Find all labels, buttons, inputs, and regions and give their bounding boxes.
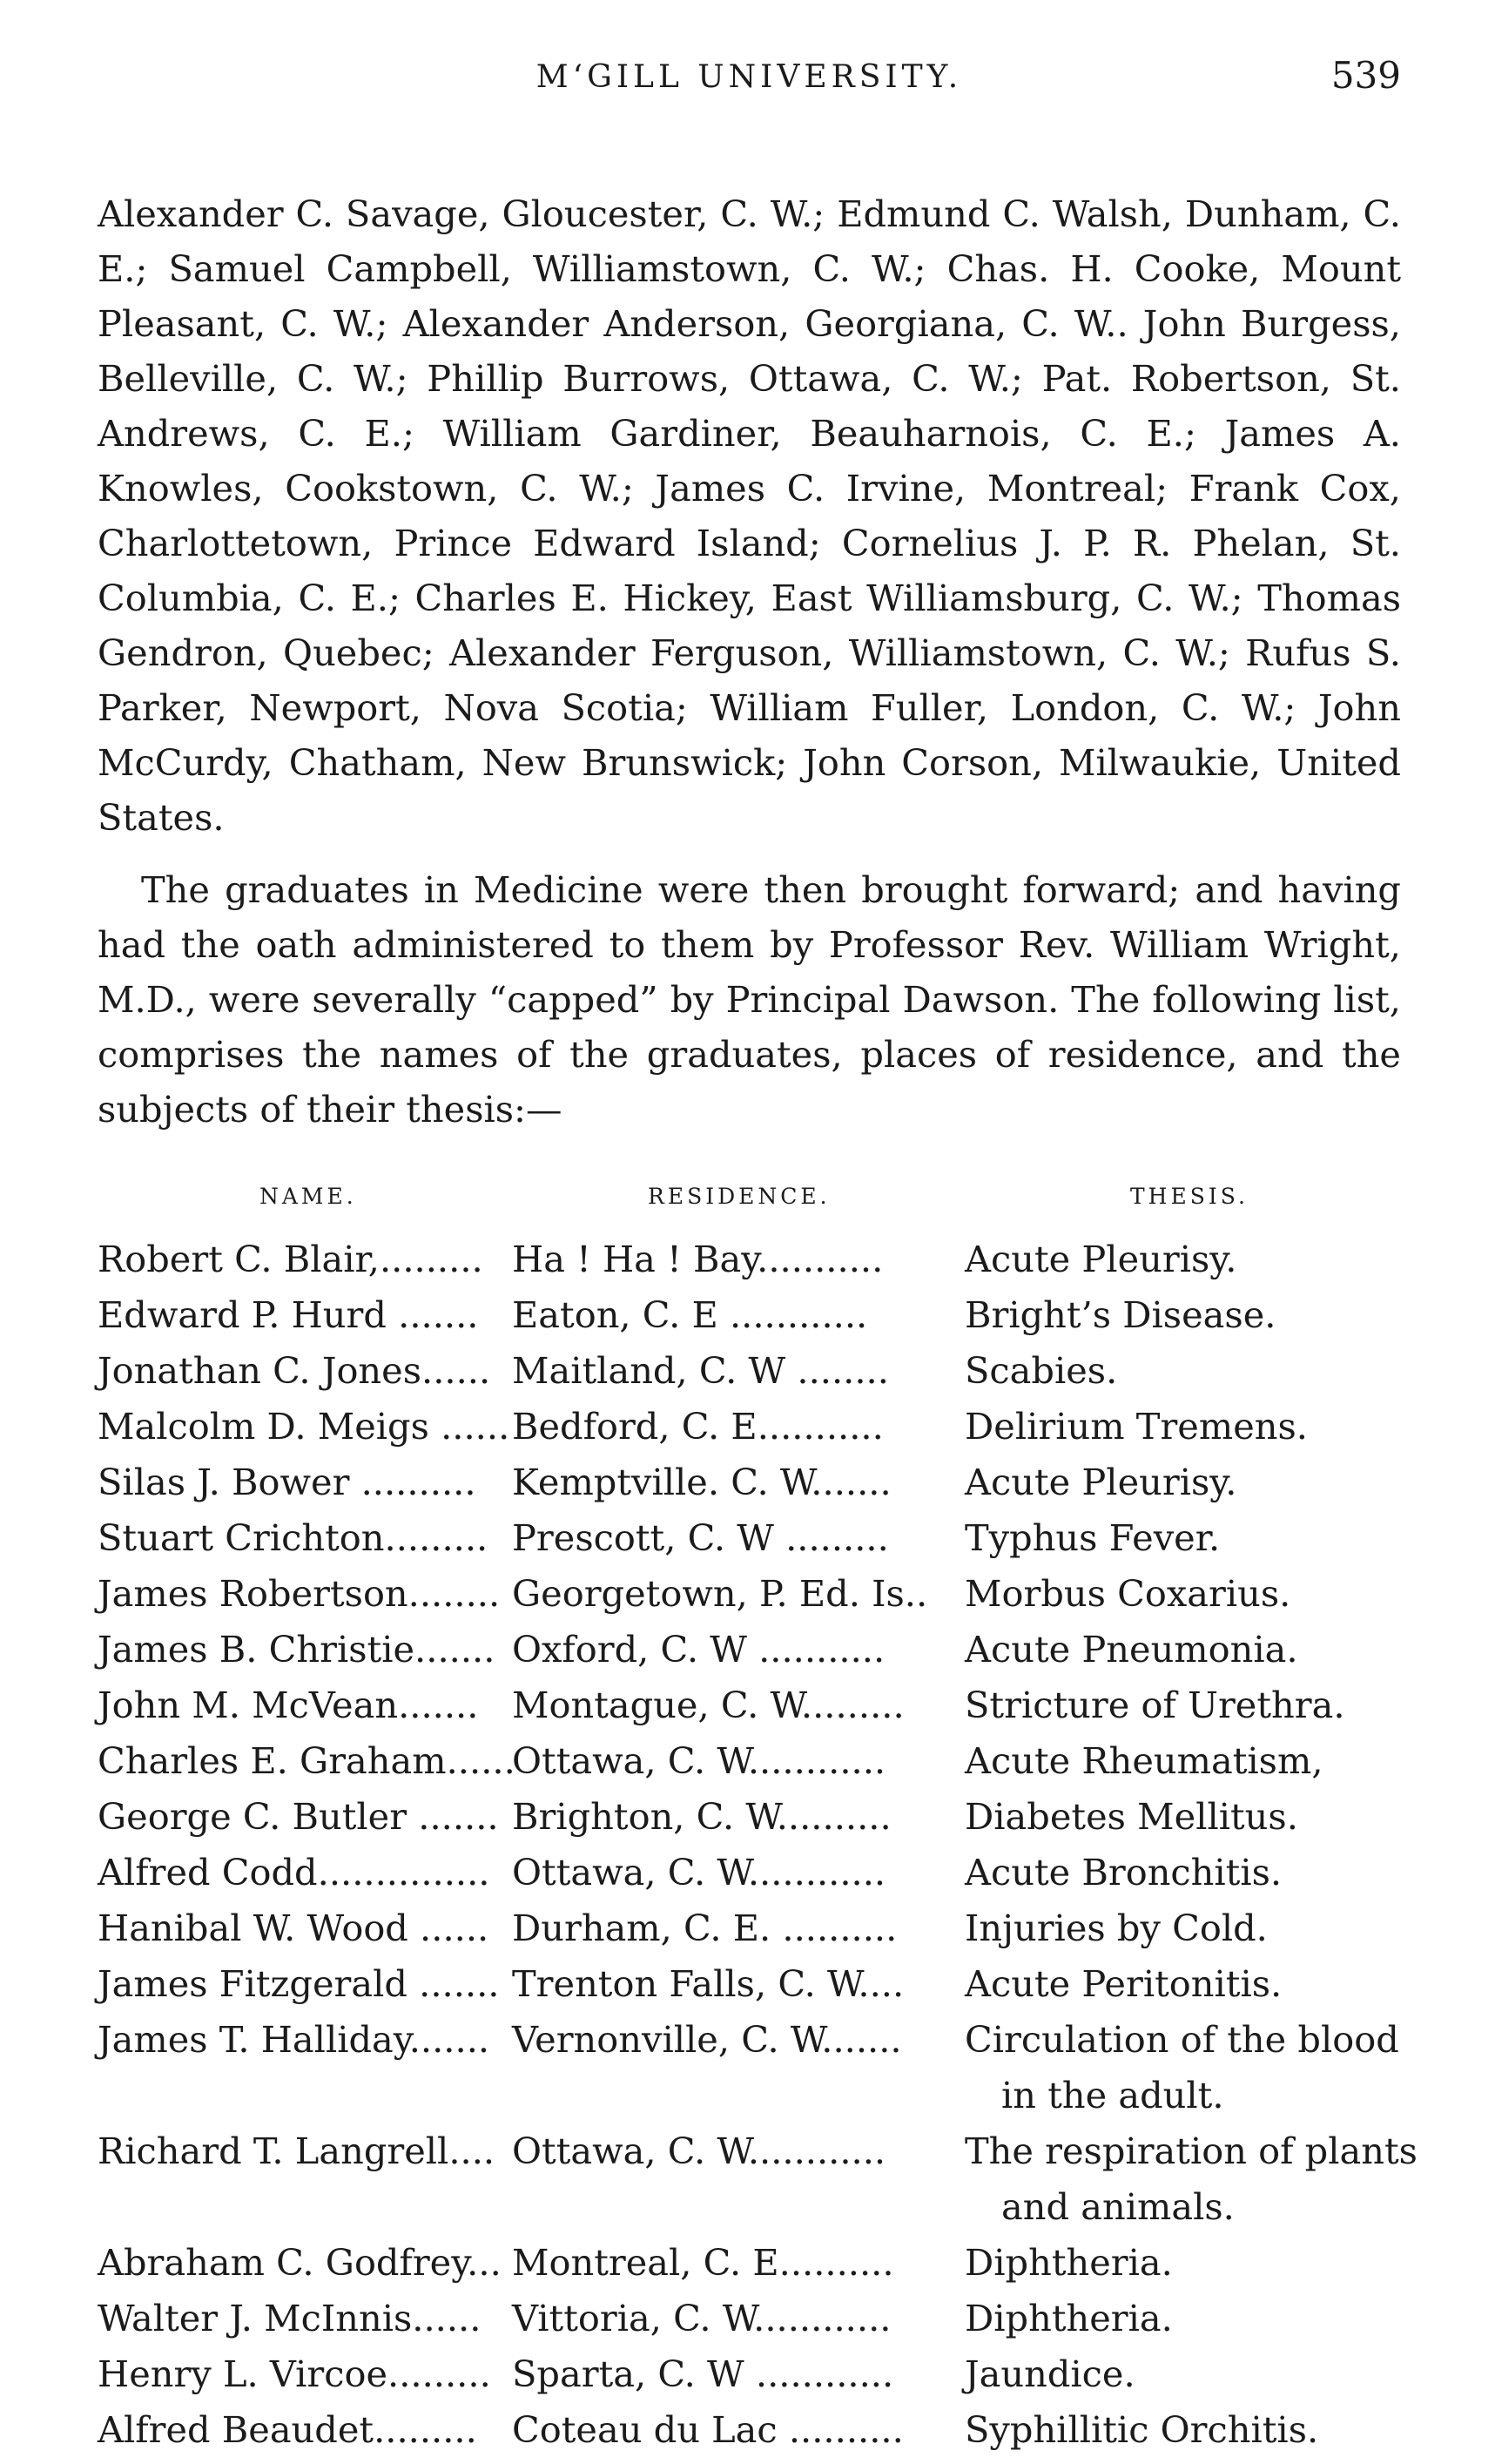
graduate-name: Robert C. Blair,......... (98, 1238, 483, 1280)
graduate-thesis: Injuries by Cold. (965, 1907, 1268, 1949)
graduate-name: Charles E. Graham...... (98, 1739, 515, 1782)
graduate-residence: Montreal, C. E.......... (512, 2241, 894, 2284)
graduate-thesis: The respiration of plants (965, 2130, 1418, 2172)
header-thesis: THESIS. (1130, 1184, 1249, 1209)
graduate-name: George C. Butler ....... (98, 1795, 499, 1838)
running-head (98, 52, 1401, 113)
graduate-name: Silas J. Bower .......... (98, 1461, 476, 1503)
table-row (98, 1962, 1401, 2018)
graduate-residence: Trenton Falls, C. W.... (512, 1962, 905, 2005)
graduate-thesis: Acute Bronchitis. (965, 1851, 1283, 1894)
graduate-name: Jonathan C. Jones...... (98, 1349, 491, 1392)
header-name: NAME. (259, 1184, 357, 1209)
graduate-thesis: Diabetes Mellitus. (965, 1795, 1298, 1838)
graduate-thesis: Bright’s Disease. (965, 1293, 1276, 1336)
table-row (98, 1628, 1401, 1684)
graduate-residence: Maitland, C. W ........ (512, 1349, 889, 1392)
graduate-name: Edward P. Hurd ....... (98, 1293, 479, 1336)
graduates-table (98, 1238, 1418, 2464)
table-row (98, 2130, 1418, 2241)
graduate-thesis: Jaundice. (965, 2353, 1135, 2395)
graduate-thesis: Stricture of Urethra. (965, 1684, 1345, 1726)
table-row (98, 1238, 1401, 1293)
graduate-residence: Ottawa, C. W............ (512, 1739, 886, 1782)
graduate-residence: Vittoria, C. W............ (512, 2297, 892, 2339)
graduate-residence: Coteau du Lac .......... (512, 2408, 904, 2451)
table-row (98, 2408, 1401, 2464)
graduate-residence: Sparta, C. W ............ (512, 2353, 894, 2395)
running-head-title: M‘GILL UNIVERSITY. (535, 59, 963, 95)
graduate-name: Alfred Beaudet......... (98, 2408, 477, 2451)
graduate-name: Walter J. McInnis...... (98, 2297, 481, 2339)
graduate-name: Stuart Crichton......... (98, 1516, 488, 1559)
table-row (98, 1907, 1401, 1962)
page (98, 52, 1418, 2464)
table-row (98, 1516, 1401, 1572)
table-row (98, 1851, 1401, 1907)
graduate-residence: Prescott, C. W ......... (512, 1516, 889, 1559)
graduate-residence: Montague, C. W......... (512, 1684, 905, 1726)
graduate-residence: Kemptville. C. W....... (512, 1461, 892, 1503)
graduate-residence: Georgetown, P. Ed. Is.. (512, 1572, 928, 1615)
graduate-name: John M. McVean....... (98, 1684, 479, 1726)
table-row (98, 1572, 1401, 1628)
graduate-thesis: Acute Pneumonia. (965, 1628, 1298, 1671)
graduate-residence: Ottawa, C. W............ (512, 1851, 886, 1894)
graduate-name: James B. Christie....... (98, 1628, 495, 1671)
table-row (98, 1461, 1401, 1516)
graduate-residence: Durham, C. E. .......... (512, 1907, 898, 1949)
graduate-thesis: Typhus Fever. (965, 1516, 1221, 1559)
graduate-name: James T. Halliday....... (98, 2018, 490, 2061)
graduate-residence: Vernonville, C. W....... (512, 2018, 902, 2061)
graduate-thesis: Acute Pleurisy. (965, 1461, 1237, 1503)
graduates-paragraph: The graduates in Medicine were then brought forward; and having had the oath administered to them by Professor Rev. William Wright, M.D., were severally “capped” by Principal Dawson. The following list, comprises the names of the graduates, places of residence, and the subjects of their thesis:— (98, 868, 1401, 1131)
graduate-thesis-continued: and animals. (1001, 2185, 1235, 2228)
graduate-thesis: Circulation of the blood (965, 2018, 1399, 2061)
graduate-name: James Robertson........ (98, 1572, 501, 1615)
table-row (98, 1293, 1401, 1349)
table-row (98, 2241, 1401, 2297)
graduate-name: Richard T. Langrell.... (98, 2130, 495, 2172)
graduate-residence: Ottawa, C. W............ (512, 2130, 886, 2172)
table-row (98, 2018, 1401, 2130)
graduate-thesis-continued: in the adult. (1001, 2074, 1224, 2116)
graduate-name: Hanibal W. Wood ...... (98, 1907, 489, 1949)
table-row (98, 1405, 1401, 1461)
table-header (98, 1175, 1401, 1218)
graduate-name: Malcolm D. Meigs ...... (98, 1405, 510, 1448)
graduate-thesis: Delirium Tremens. (965, 1405, 1308, 1448)
graduate-name: Abraham C. Godfrey... (98, 2241, 502, 2284)
table-row (98, 1349, 1401, 1405)
graduate-thesis: Diphtheria. (965, 2297, 1173, 2339)
page-number: 539 (1330, 54, 1401, 97)
table-row (98, 1795, 1401, 1851)
header-residence: RESIDENCE. (648, 1184, 831, 1209)
graduate-thesis: Acute Rheumatism, (965, 1739, 1323, 1782)
graduate-thesis: Acute Pleurisy. (965, 1238, 1237, 1280)
graduate-residence: Ha ! Ha ! Bay........... (512, 1238, 884, 1280)
graduate-thesis: Acute Peritonitis. (965, 1962, 1283, 2005)
graduate-thesis: Scabies. (965, 1349, 1118, 1392)
table-row (98, 2353, 1401, 2408)
table-row (98, 1684, 1401, 1739)
graduate-thesis: Syphillitic Orchitis. (965, 2408, 1319, 2451)
graduate-thesis: Diphtheria. (965, 2241, 1173, 2284)
table-row (98, 1739, 1401, 1795)
graduate-thesis: Morbus Coxarius. (965, 1572, 1291, 1615)
intro-paragraph: Alexander C. Savage, Gloucester, C. W.; Edmund C. Walsh, Dunham, C. E.; Samuel Campbell, Williamstown, C. W.; Chas. H. Cooke, Mount Pleasant, C. W.; Alexander Anderson, Georgiana, C. W.. John Burgess, Belleville, C. W.; Phillip Burrows, Ottawa, C. W.; Pat. Robertson, St. Andrews, C. E.; William Gardiner, Beauharnois, C. E.; James A. Knowles, Cookstown, C. W.; James C. Irvine, Montreal; Frank Cox, Charlottetown, Prince Edward Island; Cornelius J. P. R. Phelan, St. Columbia, C. E.; Charles E. Hickey, East Williamsburg, C. W.; Thomas Gendron, Quebec; Alexander Ferguson, Williamstown, C. W.; Rufus S. Parker, Newport, Nova Scotia; William Fuller, London, C. W.; John McCurdy, Chatham, New Brunswick; John Corson, Milwaukie, United States. (98, 192, 1401, 839)
graduate-residence: Brighton, C. W.......... (512, 1795, 892, 1838)
graduate-residence: Eaton, C. E ............ (512, 1293, 868, 1336)
table-row (98, 2297, 1401, 2353)
graduate-residence: Bedford, C. E........... (512, 1405, 884, 1448)
graduate-name: James Fitzgerald ....... (98, 1962, 500, 2005)
graduate-name: Henry L. Vircoe......... (98, 2353, 491, 2395)
graduate-residence: Oxford, C. W ........... (512, 1628, 886, 1671)
graduate-name: Alfred Codd............... (98, 1851, 490, 1894)
